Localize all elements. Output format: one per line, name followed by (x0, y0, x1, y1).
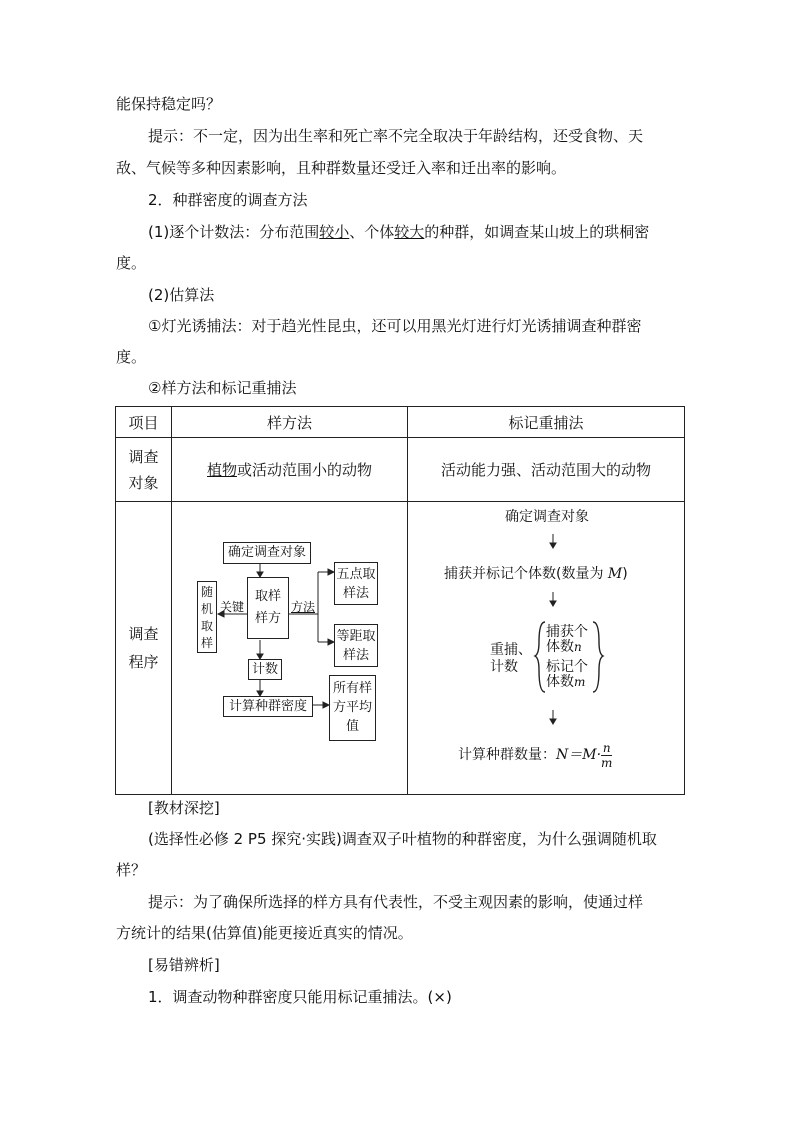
box-equal-l2: 样法 (342, 648, 369, 663)
box-random-sampling (197, 581, 217, 653)
frac-numerator: n (602, 740, 611, 755)
methods-table (115, 406, 685, 795)
para-2b: 敌、气候等多种因素影响，且种群数量还受迁入率和迁出率的影响。 (116, 159, 567, 177)
answer-a: 提示：为了确保所选择的样方具有代表性，不受主观因素的影响，使通过样 (148, 893, 644, 911)
para-4a-part2: 、个体 (349, 223, 395, 241)
marked-l2 (546, 675, 588, 690)
mark-recapture-flow (408, 502, 684, 794)
para-7: ②样方法和标记重捕法 (148, 379, 297, 397)
table-row-object (116, 438, 685, 502)
error-analysis-heading: [易错辨析] (148, 956, 220, 974)
row-label-object-l2: 对象 (128, 473, 159, 492)
formula-label: 计算种群数量： (458, 747, 556, 763)
box-average (329, 675, 376, 741)
row-label-procedure-l2: 程序 (128, 653, 159, 671)
quadrat-object (172, 438, 408, 502)
var-M: M (607, 566, 623, 582)
label-method: 方法 (291, 600, 316, 614)
box-sampling-l1: 取样 (254, 589, 281, 604)
row-label-procedure-l1: 调查 (128, 625, 159, 643)
box-five-point-l2: 样法 (342, 586, 369, 601)
var-m: m (574, 675, 586, 689)
header-mark-recapture: 标记重捕法 (408, 407, 685, 438)
header-quadrat: 样方法 (172, 407, 408, 438)
row-label-object-l1: 调查 (128, 447, 159, 466)
box-determine-object: 确定调查对象 (223, 542, 311, 564)
frac-denominator: m (601, 755, 613, 770)
underlined-small: 较小 (319, 223, 350, 241)
quadrat-object-rest: 或活动范围小的动物 (237, 461, 373, 479)
para-4a-part1: (1)逐个计数法：分布范围 (148, 223, 320, 241)
marked-count (546, 660, 588, 690)
recapture-l1: 重捕、 (490, 642, 532, 658)
para-6b: 度。 (116, 348, 147, 366)
para-6a: ①灯光诱捕法：对于趋光性昆虫，还可以用黑光灯进行灯光诱捕调查种群密 (148, 317, 642, 335)
captured-count (546, 625, 588, 655)
table-row-procedure (116, 502, 685, 795)
box-average-l2: 方平均 (332, 700, 372, 715)
box-count: 计数 (248, 659, 282, 680)
para-4a-part3: 的种群，如调查某山坡上的珙桐密 (424, 223, 650, 241)
answer-b: 方统计的结果(估算值)能更接近真实的情况。 (116, 924, 413, 942)
box-random-l1: 随 (200, 585, 213, 599)
box-random-l3: 取 (200, 619, 213, 633)
label-key: 关键 (220, 600, 245, 614)
row-label-object (116, 438, 172, 502)
quadrat-object-underlined: 植物 (206, 461, 237, 479)
box-five-point-l1: 五点取 (336, 567, 376, 582)
step-capture-close: ) (622, 566, 628, 582)
captured-l2-text: 体数 (546, 639, 574, 655)
recapture-label (490, 642, 532, 676)
box-five-point (334, 562, 378, 605)
underlined-large: 较大 (394, 223, 425, 241)
quadrat-procedure-cell (172, 502, 408, 795)
error-item-1: 1．调查动物种群密度只能用标记重捕法。(×) (148, 988, 452, 1006)
mark-recapture-object: 活动能力强、活动范围大的动物 (408, 438, 685, 502)
para-4b: 度。 (116, 254, 147, 272)
step-capture-mark (444, 563, 628, 583)
marked-l1: 标记个 (546, 659, 588, 675)
section-heading: 2．种群密度的调查方法 (148, 191, 308, 209)
formula (458, 740, 612, 770)
box-sampling-l2: 样方 (254, 611, 281, 626)
formula-fraction (601, 741, 612, 770)
box-equal-l1: 等距取 (336, 629, 376, 644)
table-header-row (116, 407, 685, 438)
para-5: (2)估算法 (148, 286, 215, 304)
captured-l1: 捕获个 (546, 624, 588, 640)
step-determine-object: 确定调查对象 (505, 509, 589, 525)
para-2a: 提示：不一定，因为出生率和死亡率不完全取决于年龄结构，还受食物、天 (148, 127, 644, 145)
quadrat-flowchart (172, 502, 407, 794)
para-4a (148, 222, 649, 242)
box-calc-density: 计算种群密度 (223, 696, 313, 717)
header-item: 项目 (116, 407, 172, 438)
box-average-l1: 所有样 (332, 681, 372, 696)
box-random-l2: 机 (200, 602, 213, 616)
var-n: n (574, 640, 582, 654)
marked-l2-text: 体数 (546, 674, 574, 690)
question-a: (选择性必修 2 P5 探究·实践)调查双子叶植物的种群密度，为什么强调随机取 (148, 830, 657, 848)
para-1: 能保持稳定吗？ (116, 95, 222, 113)
row-label-procedure (116, 502, 172, 795)
mark-recapture-procedure-cell (408, 502, 685, 795)
recapture-l2: 计数 (490, 659, 518, 675)
question-b: 样？ (116, 861, 147, 879)
formula-expr: N＝M· (556, 747, 602, 763)
box-random-l4: 样 (200, 636, 213, 650)
box-equal-distance (334, 624, 378, 667)
box-average-l3: 值 (345, 719, 359, 734)
box-sampling (247, 577, 289, 639)
step-capture-text: 捕获并标记个体数(数量为 (444, 566, 608, 582)
textbook-deep-dive: [教材深挖] (148, 799, 220, 817)
captured-l2 (546, 640, 588, 655)
